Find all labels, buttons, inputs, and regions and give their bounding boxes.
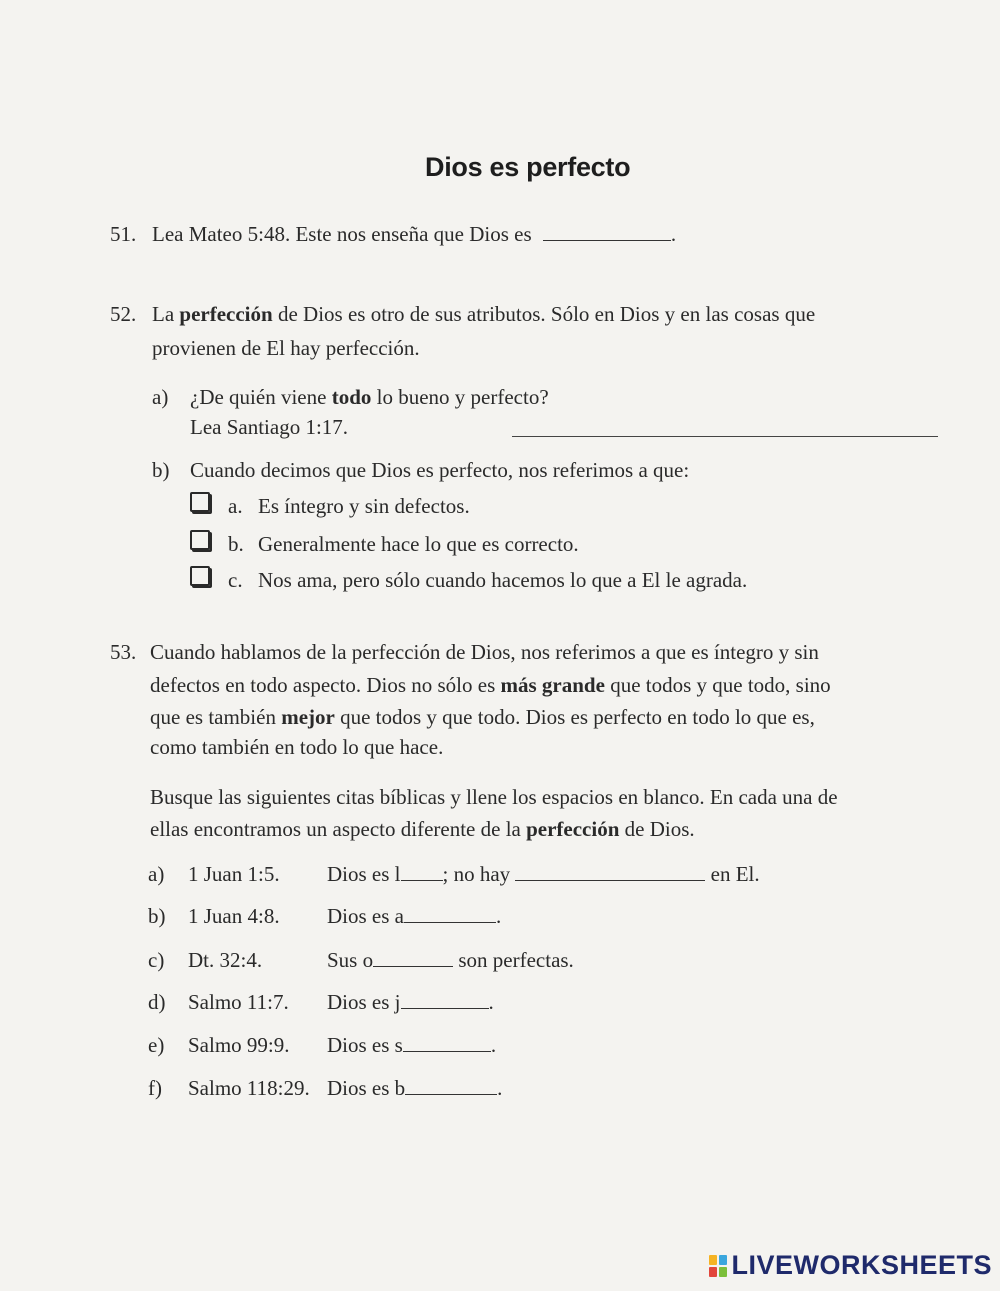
item-a-text <box>327 862 760 887</box>
checkbox-b[interactable] <box>190 530 210 550</box>
item-f-text <box>327 1076 502 1101</box>
item-b-blank[interactable] <box>404 904 496 923</box>
item-c-blank[interactable] <box>373 948 453 967</box>
q52b-option-a-label: a. <box>228 494 243 518</box>
item-c-label: c) <box>148 948 165 972</box>
q53-instr-pre: ellas encontramos un aspecto diferente de la <box>150 817 527 841</box>
item-a-label: a) <box>148 862 165 886</box>
q53-line3-post: que todos y que todo. Dios es perfecto en todo lo que es, <box>334 705 815 729</box>
q52b-option-a[interactable] <box>190 492 210 517</box>
q53-line1: Cuando hablamos de la perfección de Dios, nos referimos a que es íntegro y sin <box>150 640 819 664</box>
item-f-ref: Salmo 118:29. <box>188 1076 310 1100</box>
item-f-post: . <box>497 1076 503 1100</box>
item-e-ref: Salmo 99:9. <box>188 1033 290 1057</box>
q53-line2-bold: más grande <box>500 673 605 697</box>
q52b-text: Cuando decimos que Dios es perfecto, nos referimos a que: <box>190 458 690 482</box>
q52a-line1 <box>190 385 549 410</box>
q52-line1 <box>152 302 815 327</box>
q53-number: 53. <box>110 640 137 664</box>
item-e-pre: Dios es s <box>327 1033 403 1057</box>
q52b-option-c-text: Nos ama, pero sólo cuando hacemos lo que a El le agrada. <box>258 568 748 592</box>
q53-line3-pre: que es también <box>150 705 282 729</box>
item-b-label: b) <box>148 904 166 928</box>
q52a-pre: ¿De quién viene <box>190 385 332 409</box>
q52b-option-c[interactable] <box>190 566 210 591</box>
item-f-pre: Dios es b <box>327 1076 406 1100</box>
q52b-option-b-label: b. <box>228 532 244 556</box>
item-d-text <box>327 990 494 1015</box>
q52-line2: provienen de El hay perfección. <box>152 336 420 360</box>
item-a-ref: 1 Juan 1:5. <box>188 862 280 886</box>
q51-answer-blank[interactable] <box>543 222 671 241</box>
item-a-blank-2[interactable] <box>515 862 705 881</box>
q53-instruction-line2 <box>150 817 695 842</box>
q51-number: 51. <box>110 222 137 246</box>
q52-line1-bold: perfección <box>179 302 273 326</box>
checkbox-a[interactable] <box>190 492 210 512</box>
q52b-option-a-text: Es íntegro y sin defectos. <box>258 494 470 518</box>
item-b-ref: 1 Juan 4:8. <box>188 904 280 928</box>
q53-line3-bold: mejor <box>281 705 335 729</box>
item-d-pre: Dios es j <box>327 990 401 1014</box>
item-d-post: . <box>488 990 494 1014</box>
item-c-pre: Sus o <box>327 948 374 972</box>
q52-line1-post: de Dios es otro de sus atributos. Sólo en Dios y en las cosas que <box>272 302 816 326</box>
q52b-option-b-text: Generalmente hace lo que es correcto. <box>258 532 579 556</box>
q53-instruction-line1: Busque las siguientes citas bíblicas y llene los espacios en blanco. En cada una de <box>150 785 838 809</box>
liveworksheets-logo <box>709 1250 992 1281</box>
q53-instr-bold: perfección <box>526 817 620 841</box>
item-a-mid: ; no hay <box>442 862 511 886</box>
q52a-label: a) <box>152 385 169 409</box>
q53-line2 <box>150 673 831 698</box>
q52a-line2: Lea Santiago 1:17. <box>190 415 349 439</box>
item-c-text <box>327 948 574 973</box>
item-c-ref: Dt. 32:4. <box>188 948 263 972</box>
q51-period: . <box>670 222 677 246</box>
q53-line4: como también en todo lo que hace. <box>150 735 444 759</box>
q52-line1-pre: La <box>152 302 180 326</box>
item-b-pre: Dios es a <box>327 904 404 928</box>
item-b-post: . <box>496 904 502 928</box>
q53-instr-post: de Dios. <box>619 817 695 841</box>
q51-text <box>152 222 676 247</box>
q52-number: 52. <box>110 302 137 326</box>
q52a-post: lo bueno y perfecto? <box>371 385 549 409</box>
item-d-ref: Salmo 11:7. <box>188 990 289 1014</box>
q53-line3 <box>150 705 815 730</box>
item-e-post: . <box>490 1033 497 1057</box>
item-e-blank[interactable] <box>403 1033 491 1052</box>
q53-line2-post: que todos y que todo, sino <box>604 673 831 697</box>
q52a-bold: todo <box>331 385 372 409</box>
item-f-label: f) <box>148 1076 162 1100</box>
item-e-label: e) <box>148 1033 165 1057</box>
item-b-text <box>327 904 501 929</box>
logo-text: LIVEWORKSHEETS <box>731 1250 992 1280</box>
item-a-post: en El. <box>710 862 760 886</box>
item-a-pre: Dios es l <box>327 862 401 886</box>
liveworksheets-logo-icon <box>709 1255 727 1277</box>
q52b-option-b[interactable] <box>190 530 210 555</box>
q52b-label: b) <box>152 458 170 482</box>
q52b-option-c-label: c. <box>228 568 243 592</box>
item-f-blank[interactable] <box>405 1076 497 1095</box>
page-title: Dios es perfecto <box>425 152 631 182</box>
item-a-blank-1[interactable] <box>401 862 443 881</box>
q52a-answer-line[interactable] <box>512 436 938 437</box>
item-e-text <box>327 1033 496 1058</box>
q53-line2-pre: defectos en todo aspecto. Dios no sólo es <box>150 673 501 697</box>
item-c-post: son perfectas. <box>458 948 574 972</box>
item-d-blank[interactable] <box>401 990 489 1009</box>
checkbox-c[interactable] <box>190 566 210 586</box>
item-d-label: d) <box>148 990 166 1014</box>
q51-prompt: Lea Mateo 5:48. Este nos enseña que Dios es <box>152 222 532 246</box>
